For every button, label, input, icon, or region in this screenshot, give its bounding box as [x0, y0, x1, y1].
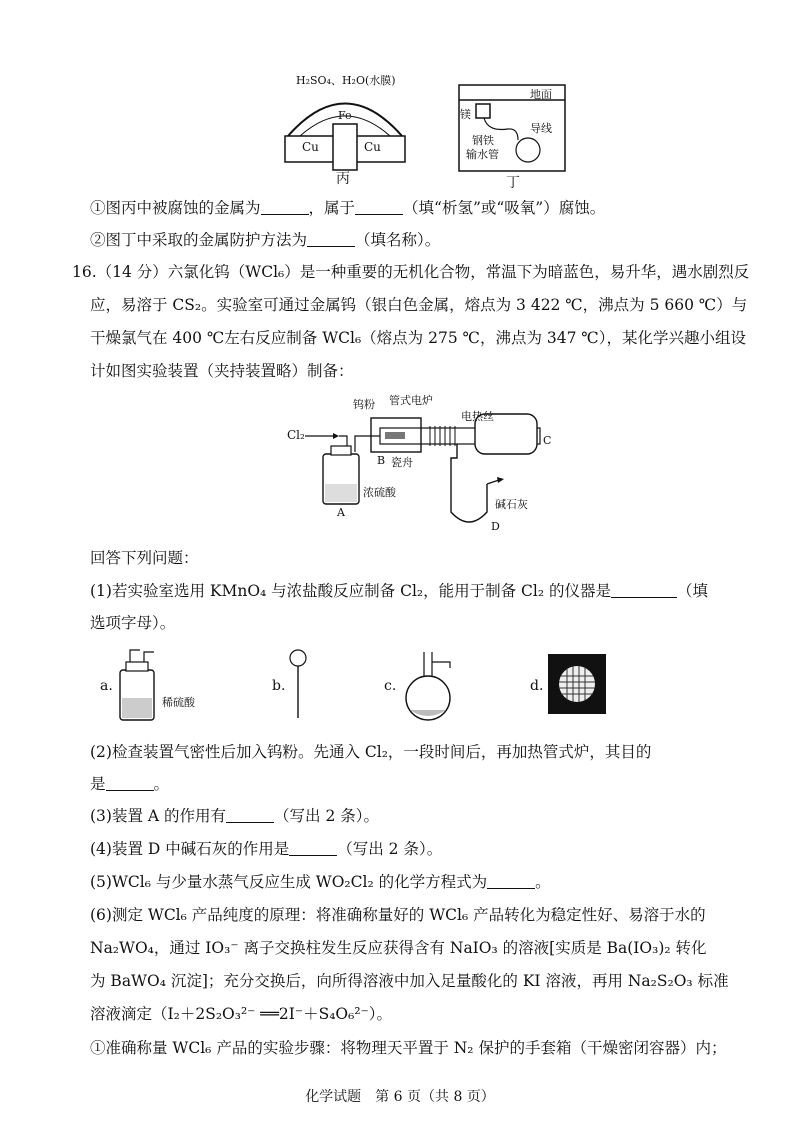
answer-blank[interactable] [226, 806, 274, 823]
q16-part5: (5)WCl₆ 与少量水蒸气反应生成 WO₂Cl₂ 的化学方程式为 。 [90, 873, 551, 891]
apparatus-soda-lime: 碱石灰 [495, 498, 528, 511]
q16-part6-line2: Na₂WO₄，通过 IO₃⁻ 离子交换柱发生反应获得含有 NaIO₃ 的溶液[实质是 Ba(IO₃)₂ 转化 [90, 939, 707, 957]
q16-part3: (3)装置 A 的作用有 （写出 2 条）。 [90, 807, 379, 825]
q15-sub2: ②图丁中采取的金属防护方法为 （填名称）。 [90, 231, 441, 249]
answer-blank[interactable] [355, 198, 403, 215]
apparatus-c: C [543, 434, 552, 447]
answer-blank[interactable] [261, 198, 309, 215]
q15-sub1: ①图丙中被腐蚀的金属为 ，属于 （填“析氢”或“吸氧”）腐蚀。 [90, 199, 606, 217]
apparatus-d: D [491, 520, 500, 533]
apparatus-cl2: Cl₂ [287, 428, 305, 442]
wire-gauze-icon [548, 654, 606, 714]
round-bottom-flask-icon [398, 648, 462, 724]
q16-intro-4: 计如图实验装置（夹持装置略）制备： [90, 362, 354, 380]
answer-blank[interactable] [487, 872, 535, 889]
ding-ground: 地面 [530, 88, 552, 101]
q16-part6-line1: (6)测定 WCl₆ 产品纯度的原理：将准确称量好的 WCl₆ 产品转化为稳定性好、易溶于水的 [90, 906, 706, 924]
bing-cu-left: Cu [302, 140, 319, 154]
q16-intro-1: 16.（14 分）六氯化钨（WCl₆）是一种重要的无机化合物，常温下为暗蓝色，易升华，遇水剧烈反 [72, 263, 750, 281]
page-footer: 化学试题 第 6 页（共 8 页） [305, 1089, 495, 1105]
q16-part1-cont: 选项字母）。 [90, 614, 176, 632]
apparatus-w-powder: 钨粉 [353, 398, 375, 411]
ding-caption: 丁 [506, 175, 520, 191]
ding-pipe1: 钢铁 [472, 134, 494, 147]
q16-part2-cont: 是 。 [90, 775, 170, 793]
bing-caption: 丙 [336, 171, 350, 187]
option-c[interactable]: c. [384, 648, 464, 724]
q16-part7: ①准确称量 WCl₆ 产品的实验步骤：将物理天平置于 N₂ 保护的手套箱（干燥密闭容器）内； [90, 1039, 727, 1057]
answer-blank[interactable] [611, 581, 677, 598]
apparatus-svg [285, 392, 565, 540]
q16-part2: (2)检查装置气密性后加入钨粉。先通入 Cl₂，一段时间后，再加热管式炉，其目的 [90, 743, 652, 761]
q16-intro-3: 干燥氯气在 400 ℃左右反应制备 WCl₆（熔点为 275 ℃，沸点为 347 ℃），某化学兴趣小组设 [90, 329, 746, 347]
apparatus-boat: 瓷舟 [391, 456, 413, 469]
option-d[interactable]: d. [530, 648, 610, 724]
gas-washing-bottle-icon [116, 648, 160, 724]
q16-part1: (1)若实验室选用 KMnO₄ 与浓盐酸反应制备 Cl₂，能用于制备 Cl₂ 的仪器是 （填 [90, 582, 709, 600]
bing-top-label: H₂SO₄、H₂O(水膜) [296, 74, 396, 87]
figure-ding [458, 84, 568, 190]
q16-part4: (4)装置 D 中碱石灰的作用是 （写出 2 条）。 [90, 840, 443, 858]
ding-mg: 镁 [460, 108, 471, 121]
option-a-label: 稀硫酸 [162, 696, 195, 709]
ding-pipe2: 输水管 [466, 148, 499, 161]
apparatus-a: A [337, 506, 345, 519]
q16-intro-2: 应，易溶于 CS₂。实验室可通过金属钨（银白色金属，熔点为 3 422 ℃，沸点为 5 660 ℃）与 [90, 296, 748, 314]
apparatus-heater: 电热丝 [461, 410, 494, 423]
answer-prompt: 回答下列问题： [90, 549, 199, 567]
option-b[interactable]: b. [272, 648, 332, 724]
ding-wire: 导线 [530, 122, 552, 135]
q16-part6-line3: 为 BaWO₄ 沉淀]；充分交换后，向所得溶液中加入足量酸化的 KI 溶液，再用 Na₂S₂O₃ 标准 [90, 972, 729, 990]
q16-part6-line4: 溶液滴定（I₂＋2S₂O₃²⁻ ══2I⁻＋S₄O₆²⁻）。 [90, 1005, 393, 1023]
bing-fe-label: Fe [338, 109, 352, 122]
answer-blank[interactable] [289, 839, 337, 856]
answer-blank[interactable] [106, 774, 154, 791]
apparatus-b: B [377, 454, 386, 467]
apparatus-furnace: 管式电炉 [389, 394, 433, 407]
figure-bing [270, 76, 420, 186]
apparatus-diagram [285, 392, 565, 540]
bing-cu-right: Cu [364, 140, 381, 154]
option-a[interactable]: a. 稀硫酸 [100, 648, 210, 724]
funnel-icon [286, 648, 314, 724]
answer-blank[interactable] [307, 230, 355, 247]
apparatus-acid: 浓硫酸 [363, 486, 396, 499]
